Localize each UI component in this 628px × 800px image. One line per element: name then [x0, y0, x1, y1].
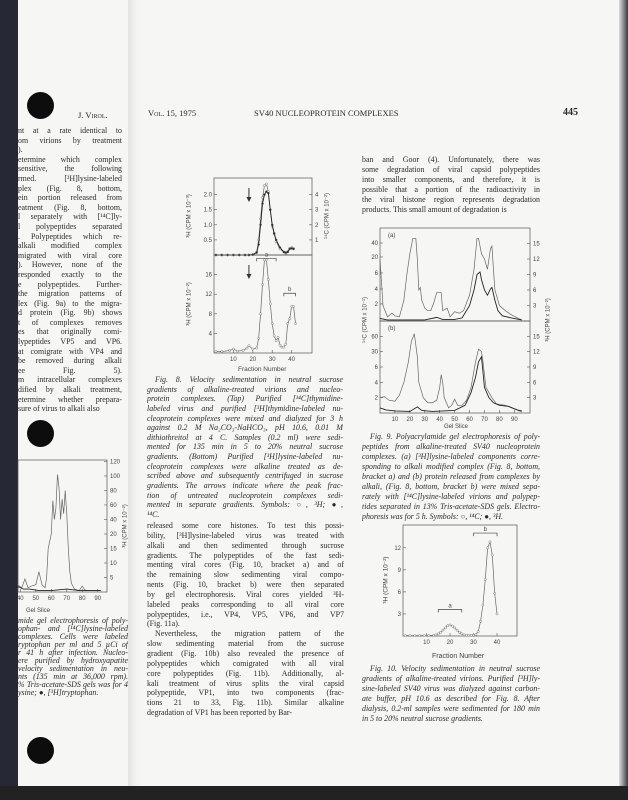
text-line: be removed during alkali: [18, 356, 122, 366]
fig8-bottom-frame: [214, 255, 312, 353]
fig9b-y2tick-label: 15: [533, 334, 540, 341]
fig9b-xtick-label: 30: [421, 417, 429, 423]
text-line: nt at a rate identical to: [18, 126, 122, 135]
fig10-xtick-label: 10: [423, 640, 430, 646]
fig8-top-data-point: [256, 252, 258, 254]
fig8-bottom-data-point: [261, 283, 263, 285]
fig10-data-point: [489, 541, 491, 543]
text-line: ate buffer, pH 10.6 as described for Fig. 8. After: [362, 694, 540, 703]
left-partial-fig-y2tick-label: 40: [110, 517, 117, 524]
fig8-bottom-data-point: [269, 303, 271, 305]
fig8-bottom-series-open-line: [216, 260, 296, 352]
fig8-top-data-point: [263, 184, 265, 186]
text-line: sure of virus to alkali also: [18, 404, 100, 414]
fig8-top-data-point: [275, 239, 277, 241]
fig8-bottom-ylabel: ³H (CPM x 10⁻²): [186, 282, 193, 326]
text-line: sensitive, the following: [18, 164, 122, 174]
fig10-data-point: [432, 634, 434, 636]
left-partial-fig-y2tick-label: 100: [110, 473, 121, 480]
fig8-bottom-data-point: [292, 305, 294, 307]
text-line: lex (Fig. 9a) to the migra-: [18, 298, 122, 308]
fig9a-y2tick-label: 12: [533, 257, 540, 263]
left-partial-fig-frame: [18, 460, 107, 592]
fig9b-y2tick-label: 3: [533, 395, 537, 402]
fig9a-y2tick-label: 9: [533, 272, 537, 279]
fig8-top-data-point: [273, 232, 275, 234]
fig9b-y2tick-label: 6: [533, 380, 537, 387]
text-line: mide gel electrophoresis of poly-: [18, 617, 128, 625]
text-line: slow sedimenting material from the sucrose: [147, 639, 344, 649]
fig10-data-point: [458, 631, 460, 633]
text-line: rmed. [³H]lysine-labeled: [18, 173, 122, 183]
fig10-ytick-label: 3: [397, 611, 401, 618]
fig9b-ytick-label: 2: [374, 395, 378, 402]
left-partial-fig-xtick-label: 70: [63, 596, 71, 602]
text-line: tion of untreated nucleoprotein complexes sedi-: [147, 490, 343, 500]
fig8-bottom-data-point: [259, 313, 261, 315]
fig8-top-data-point: [271, 224, 273, 226]
text-line: core polypeptides (Fig. 11b). Additionally, al-: [147, 668, 344, 678]
fig8-bottom-data-point: [256, 347, 258, 349]
left-fig-xlabel: Gel Slice: [26, 608, 51, 614]
text-line: m intracellular complexes: [18, 375, 122, 385]
fig8-top-data-point: [265, 183, 267, 185]
fig9b-series-filled-line: [380, 357, 522, 412]
text-line: t of complexes removes: [18, 317, 122, 327]
fig8-top-data-point: [283, 251, 285, 253]
fig8-bottom-bracket: [284, 293, 296, 296]
fig8-bottom-data-point: [236, 350, 238, 352]
fig8-bottom-ytick-label: 4: [208, 331, 212, 338]
fig10-data-point: [487, 547, 489, 549]
text-line: at comigrate with VP4 and: [18, 346, 122, 356]
fig8-bottom-bracket-label: b: [288, 287, 292, 294]
fig10-data-point: [461, 633, 463, 635]
text-line: alkali modified complex: [18, 241, 122, 251]
fig10-data-point: [463, 634, 465, 636]
fig9b-xtick-label: 50: [451, 417, 458, 423]
fig10-data-point: [440, 631, 442, 633]
fig10-data-point: [449, 624, 451, 626]
left-partial-fig-xtick-label: 60: [47, 596, 55, 602]
text-line: tides separated in 13% Tris-acetate-SDS gels. Electro-: [362, 502, 540, 511]
fig9b-y2tick-label: 12: [533, 349, 540, 356]
fig8-bottom-data-point: [267, 278, 269, 280]
fig8-bottom-ytick-label: 12: [205, 292, 212, 299]
fig10-xtick-label: 40: [493, 640, 501, 646]
text-line: plex (Fig. 8, bottom,: [18, 183, 122, 193]
fig8-top-data-point: [287, 251, 289, 253]
text-line: degradation of VP1 has been reported by Bar-: [147, 708, 292, 718]
left-partial-fig-xtick-label: 90: [94, 596, 102, 602]
fig9a-ytick-label: 40: [371, 240, 378, 247]
text-line: complexes. Cells were labeled: [18, 633, 128, 641]
fig10-data-point: [447, 625, 449, 627]
left-partial-fig-y2tick-label: 5: [110, 575, 114, 582]
text-line: labeled virus and purified [³H]thymidine-labeled nu-: [147, 403, 343, 413]
punch-hole: [27, 420, 54, 447]
text-line: mented in separate gradients. Symbols: ○, ³H; ●,: [147, 500, 343, 510]
fig10-data-point: [454, 627, 456, 629]
text-line: protein complexes. (Top) Purified [¹⁴C]thymidine-: [147, 394, 343, 404]
text-line: bracket a) and (b) protein released from complexes by: [362, 472, 540, 481]
fig8-bottom-ytick-label: 8: [208, 311, 212, 318]
text-line: cleoprotein complexes were mixed and dialyzed for 3 h: [147, 413, 343, 423]
fig8-bottom-ytick-label: 16: [205, 272, 212, 279]
fig10-frame: [403, 525, 517, 636]
left-fig-y2label: ³H (CPM x 10⁻²): [122, 504, 129, 548]
text-line: gradients. (Bottom) Purified [³H]lysine-labeled nu-: [147, 452, 343, 462]
fig9a-ytick-label: 4: [374, 286, 378, 293]
fig8-bottom-data-point: [283, 346, 285, 348]
fig10-data-point: [418, 635, 420, 637]
fig8-top-arrow-head-icon: [246, 197, 251, 202]
text-line: phoresis was for 5 h. Symbols: ○, ¹⁴C; ●, ³H.: [362, 512, 503, 521]
fig8-bottom-data-point: [221, 350, 223, 352]
fig10-ytick-label: 9: [397, 567, 401, 574]
text-line: nts (135 min at 36,000 rpm).: [18, 673, 128, 681]
left-partial-fig-xtick-label: 40: [16, 596, 24, 602]
text-line: peptides from alkaline-treated SV40 nucleoprotein: [362, 442, 540, 451]
fig10-data-point: [477, 630, 479, 632]
fig9b-ytick-label: 4: [374, 380, 378, 387]
fig8-top-data-point: [291, 247, 293, 249]
text-line: ). However, none of the: [18, 260, 122, 270]
fig8-bottom-data-point: [248, 345, 250, 347]
fig8-bottom-xtick-label: 20: [249, 357, 257, 363]
fig8-bottom-data-point: [285, 343, 287, 345]
fig10-data-point: [484, 578, 486, 580]
text-line: into smaller components, and therefore, it is: [362, 175, 540, 184]
fig10-data-point: [444, 627, 446, 629]
fig9b-xtick-label: 10: [391, 417, 399, 423]
fig8-top-y2tick-label: 3: [315, 207, 319, 214]
fig8-top-data-point: [289, 248, 291, 250]
fig10-ylabel: ³H (CPM x 10⁻²): [382, 556, 390, 604]
text-line: dithiothreitol at 4 C. Samples (0.2 ml) were sedi-: [147, 432, 343, 442]
text-line: Fig. 10. Velocity sedimentation in neutral sucrose: [370, 664, 540, 673]
text-line: the viral histone region represents degradation: [362, 195, 540, 204]
text-line: released some core histones. To test this possi-: [147, 521, 344, 530]
fig10-ytick-label: 12: [394, 545, 401, 552]
fig8-top-ylabel: ³H (CPM x 10⁻³): [186, 194, 193, 238]
fig8-bottom-data-point: [273, 335, 275, 337]
fig9b-xtick-label: 20: [406, 417, 414, 423]
fig10-data-point: [414, 635, 416, 637]
text-line: possible that a portion of the radioactivity in: [362, 185, 540, 194]
fig8-bottom-data-point: [232, 348, 234, 350]
text-line: rately with [¹⁴C]lysine-labeled virions and polypep-: [362, 492, 540, 501]
text-line: gradient (Fig. 10b) also revealed the presence of: [147, 648, 344, 658]
text-line: ein portion released from: [18, 193, 122, 203]
fig10-bracket: [438, 610, 462, 613]
fig9b-y2tick-label: 9: [533, 365, 537, 371]
fig8-bottom-data-point: [289, 318, 291, 320]
left-partial-fig-y2tick-label: 120: [110, 459, 121, 466]
fig8-top-data-point: [279, 246, 281, 248]
text-line: some degradation of viral capsid polypeptides: [362, 165, 540, 174]
fig10-data-point: [437, 633, 439, 635]
fig9-xlabel: Gel Slice: [444, 424, 469, 430]
fig8-top-ytick-label: 0.5: [203, 237, 212, 244]
fig9b-xtick-label: 70: [481, 417, 488, 423]
fig8-top-series-filled-line: [216, 192, 294, 255]
left-partial-fig-xtick-label: 80: [78, 596, 86, 602]
fig8-top-frame: [214, 178, 312, 255]
fig10-bracket-label: a: [448, 603, 452, 610]
fig9a-y2tick-label: 15: [533, 241, 540, 248]
text-line: . Polypeptides which re-: [18, 231, 122, 241]
text-line: ryptophan per ml and 5 µCi of: [18, 641, 128, 649]
text-line: l separately with [¹⁴C]ly-: [18, 212, 122, 222]
text-line: polypeptides which comigrated with all viral: [147, 658, 344, 668]
text-line: complexes. (a) [³H]lysine-labeled components corre-: [362, 452, 540, 461]
page-number: 445: [563, 107, 578, 118]
fig8-bottom-data-point: [265, 259, 267, 261]
fig8-bottom-arrow-head-icon: [246, 274, 251, 279]
text-line: ).: [18, 145, 23, 155]
fig10-data-point: [409, 635, 411, 637]
fig9b-series-open-line: [380, 334, 522, 412]
fig8-bottom-xtick-label: 40: [288, 357, 295, 363]
fig10-data-point: [428, 635, 430, 637]
fig8-top-data-point: [258, 243, 260, 245]
text-line: gradients. The arrows indicate where the peak frac-: [147, 481, 343, 491]
punch-hole: [27, 737, 54, 764]
fig8-top-ytick-label: 1.0: [203, 222, 212, 229]
text-line: es that originally comi-: [18, 327, 122, 337]
fig9b-ytick-label: 6: [374, 365, 378, 371]
text-line: alkali and then sedimented through sucrose: [147, 540, 344, 550]
text-line: scribed above and subsequently centrifuged in sucrose: [147, 471, 343, 481]
fig9b-ytick-label: 60: [371, 334, 378, 341]
text-line: polypeptides, i.e., VP4, VP5, VP6, and VP7: [147, 609, 344, 619]
text-line: ¹⁴C.: [147, 509, 160, 519]
fig8-top-y2tick-label: 1: [315, 237, 319, 244]
fig10-data-point: [496, 613, 498, 615]
left-partial-fig-y2tick-label: 10: [110, 560, 117, 567]
fig10-bracket-label: b: [483, 527, 487, 534]
text-line: dified by alkali treatment,: [18, 385, 122, 395]
fig8-bottom-xtick-label: 10: [230, 357, 237, 363]
fig8-top-y2label: ¹⁴C (CPM x 10⁻²): [324, 192, 331, 240]
text-line: gradients of alkaline-treated virions and nucleo-: [147, 384, 343, 394]
fig9a-ytick-label: 2: [374, 301, 378, 308]
text-line: sponding to alkali modified complex (Fig. 8, bottom,: [362, 462, 540, 471]
text-line: lypeptides VP5 and VP6.: [18, 337, 122, 347]
text-line: (Fig. 11a).: [147, 619, 180, 629]
text-line: sine-labeled SV40 virus was dialyzed against carbon-: [362, 684, 540, 693]
fig8-top-y2tick-label: 2: [315, 222, 319, 229]
fig8-top-data-point: [293, 248, 295, 250]
text-line: r 41 h after infection. Nucleo-: [18, 649, 128, 657]
volume-header: Vol. 15, 1975: [148, 108, 197, 118]
fig10-data-point: [465, 634, 467, 636]
fig8-bottom-data-point: [252, 348, 254, 350]
fig10-xlabel: Fraction Number: [432, 653, 485, 660]
text-line: e polypeptides. Further-: [18, 279, 122, 289]
fig8-top-data-point: [285, 252, 287, 254]
fig8-bottom-data-point: [287, 323, 289, 325]
fig10-xtick-label: 30: [470, 640, 477, 646]
text-line: Fig. 8. Velocity sedimentation in neutral sucrose: [155, 375, 343, 384]
fig8-bottom-data-point: [271, 323, 273, 325]
left-partial-fig-y2tick-label: 20: [110, 531, 117, 538]
fig10-data-point: [475, 633, 477, 635]
fig8-bottom-bracket-label: a: [264, 252, 269, 259]
fig10-xtick-label: 20: [446, 640, 454, 646]
text-line: etermine whether prepara-: [18, 394, 122, 404]
text-line: tions 21 to 33, Fig. 11b). Similar alkaline: [147, 698, 344, 708]
fig8-bottom-data-point: [246, 347, 248, 349]
fig8-bottom-data-point: [279, 344, 281, 346]
text-line: menting viral cores (Fig. 10, bracket a) and of: [147, 560, 344, 570]
fig8-bottom-xtick-label: 30: [268, 357, 276, 363]
fig8-xlabel: Fraction Number: [238, 366, 287, 373]
fig9a-series-open-line: [380, 238, 522, 320]
text-line: om virions by treatment: [18, 135, 122, 145]
left-partial-fig-y2tick-label: 60: [110, 502, 117, 509]
text-line: Nevertheless, the migration pattern of the: [155, 629, 344, 639]
text-line: ee Fig. 5).: [18, 365, 122, 375]
left-partial-fig-y2tick-label: 15: [110, 546, 117, 553]
fig10-data-point: [404, 635, 406, 637]
punch-hole: [27, 92, 54, 119]
fig9a-y2tick-label: 3: [533, 303, 537, 310]
fig9-ylabel: ¹⁴C (CPM x 10⁻¹): [362, 296, 369, 344]
text-line: against 0.2 M Na₂CO₃-NaHCO₃, pH 10.6, 0.01 M: [147, 423, 343, 433]
fig8-top-series-open-line: [216, 184, 294, 255]
left-partial-fig-y2tick-label: 80: [110, 488, 117, 495]
fig8-top-ytick-label: 2.0: [203, 192, 212, 199]
fig8-top-data-point: [267, 192, 269, 194]
fig10-ytick-label: 6: [397, 589, 401, 596]
fig10-data-point: [435, 634, 437, 636]
fig9a-frame: [380, 228, 530, 321]
fig8-top-data-point: [260, 224, 262, 226]
fig10-series-open-line: [405, 542, 497, 636]
fig9a-series-filled-line: [380, 272, 522, 320]
fig9a-ytick-label: 6: [374, 270, 378, 277]
text-line: bility, [³H]lysine-labeled virus was treated with: [147, 530, 344, 540]
fig8-bottom-data-point: [275, 340, 277, 342]
fig10-data-point: [468, 634, 470, 636]
fig10-bracket: [474, 533, 498, 536]
text-line: velocity sedimentation in neu-: [18, 665, 128, 673]
fig8-bottom-data-point: [242, 349, 244, 351]
fig8-bottom-data-point: [215, 350, 217, 352]
journal-header: J. Virol.: [78, 110, 108, 120]
text-line: nents (Fig. 10, bracket b) were then separated: [147, 580, 344, 590]
fig9b-xtick-label: 80: [496, 417, 503, 423]
fig8-top-ytick-label: 1.5: [203, 207, 212, 214]
text-line: gradients. The polypeptides of the fast sedi-: [147, 550, 344, 560]
fig8-top-data-point: [262, 203, 264, 205]
text-line: ophan- and [¹⁴C]lysine-labeled: [18, 625, 128, 633]
fig10-data-point: [442, 629, 444, 631]
fig9a-ytick-label: 20: [371, 254, 378, 261]
fig10-data-point: [482, 604, 484, 606]
text-line: d protein (Fig. 9b) shows: [18, 308, 122, 318]
fig10-data-point: [470, 634, 472, 636]
fig9a-panel-label: (a): [388, 233, 396, 239]
text-line: mented for 135 min in 5 to 20% neutral sucrose: [147, 442, 343, 452]
text-line: products. This small amount of degradation is: [362, 205, 507, 214]
text-line: the remaining slow sedimenting viral compo-: [147, 570, 344, 580]
running-title: SV40 NUCLEOPROTEIN COMPLEXES: [254, 108, 399, 118]
text-line: ban and Goor (4). Unfortunately, there was: [362, 155, 540, 164]
text-line: gradients of alkaline-treated virions. Purified [³H]ly-: [362, 674, 540, 683]
fig10-data-point: [472, 634, 474, 636]
fig10-data-point: [494, 592, 496, 594]
fig8-top-data-point: [263, 194, 265, 196]
fig8-bottom-data-point: [258, 337, 260, 339]
fig10-data-point: [423, 635, 425, 637]
fig9b-xtick-label: 40: [436, 417, 444, 423]
fig10-data-point: [451, 625, 453, 627]
fig9b-xtick-label: 60: [466, 417, 473, 423]
fig8-bottom-data-point: [294, 323, 296, 325]
text-line: migrated with viral core: [18, 250, 122, 260]
text-line: eatment (Fig. 8, bottom,: [18, 202, 122, 212]
left-partial-fig-series-open-line: [17, 475, 101, 591]
text-line: % Tris-acetate-SDS gels was for 4: [18, 681, 128, 689]
fig10-data-point: [456, 629, 458, 631]
text-line: kali treatment of virus splits the viral capsid: [147, 678, 344, 688]
text-line: in 5 to 20% neutral sucrose gradients.: [362, 714, 483, 723]
fig8-bottom-data-point: [228, 349, 230, 351]
fig8-bottom-data-point: [277, 336, 279, 338]
text-line: the migration patterns of: [18, 289, 122, 299]
fig8-top-data-point: [265, 191, 267, 193]
text-line: cleoprotein complexes were alkaline treated as de-: [147, 461, 343, 471]
text-line: responded exactly to the: [18, 269, 122, 279]
text-line: alkali, (Fig. 8, bottom, bracket b) were mixed sepa-: [362, 482, 540, 491]
fig8-top-y2tick-label: 4: [315, 192, 319, 199]
text-line: dialysis, 0.2-ml samples were sedimented for 180 min: [362, 704, 540, 713]
text-line: Fig. 9. Polyacrylamide gel electrophoresis of poly-: [370, 432, 540, 441]
left-partial-fig-xtick-label: 50: [32, 596, 40, 602]
text-line: labeled peaks corresponding to all viral core: [147, 599, 344, 609]
fig10-data-point: [491, 554, 493, 556]
text-line: ysine; ●, [³H]tryptophan.: [18, 689, 99, 697]
text-line: l polypeptides separated: [18, 221, 122, 231]
fig9b-panel-label: (b): [388, 326, 396, 332]
text-line: polypeptide, VP1, into two components (frac-: [147, 688, 344, 698]
fig9b-xtick-label: 90: [510, 417, 518, 423]
text-line: by gel electrophoresis. Viral cores yielded ³H-: [147, 589, 344, 599]
fig9a-y2tick-label: 6: [533, 288, 537, 294]
fig9-y2label: ³H (CPM x 10⁻²): [545, 298, 552, 342]
fig10-data-point: [479, 620, 481, 622]
text-line: etermine which complex: [18, 154, 122, 164]
text-line: ere purified by hydroxyapatite: [18, 657, 128, 665]
fig9b-ytick-label: 30: [371, 349, 378, 356]
fig8-top-data-point: [269, 209, 271, 211]
